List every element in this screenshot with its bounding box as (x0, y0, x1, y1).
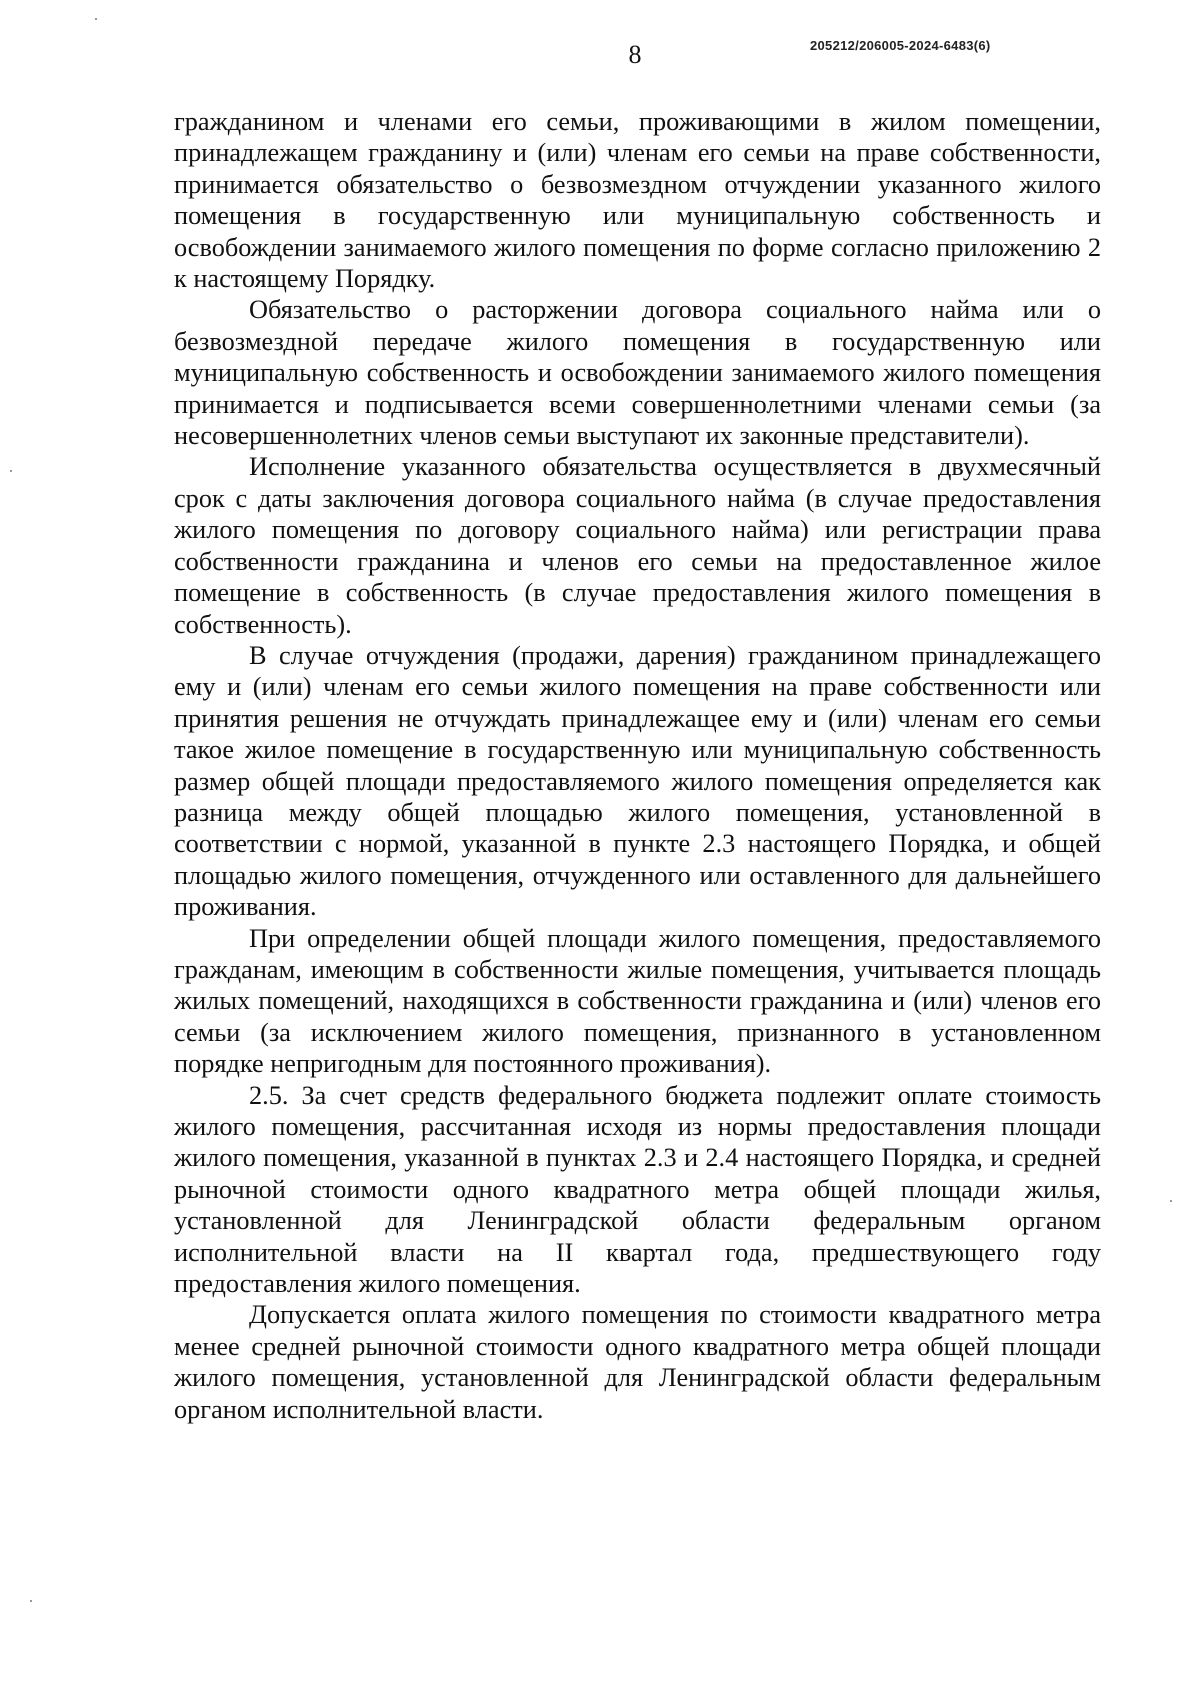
paragraph-section-2-5: 2.5. За счет средств федерального бюджета подлежит оплате стоимость жилого помещения, рассчитанная исходя из нормы предоставления площади жилого помещения, указанной в пунктах 2.3 и 2.4 настоящего Порядка, и средней рыночной стоимости одного квадратного метра общей площади жилья, установленной для Ленинградской области федеральным органом исполнительной власти на II квартал года, предшествующего году предоставления жилого помещения. (174, 1080, 1101, 1299)
paragraph-alienation-case: В случае отчуждения (продажи, дарения) гражданином принадлежащего ему и (или) членам его семьи жилого помещения на праве собственности или принятия решения не отчуждать принадлежащее ему и (или) членам его семьи такое жилое помещение в государственную или муниципальную собственность размер общей площади предоставляемого жилого помещения определяется как разница между общей площадью жилого помещения, установленной в соответствии с нормой, указанной в пункте 2.3 настоящего Порядка, и общей площадью жилого помещения, отчужденного или оставленного для дальнейшего проживания. (174, 640, 1101, 922)
paragraph-area-determination: При определении общей площади жилого помещения, предоставляемого гражданам, имеющим в собственности жилые помещения, учитывается площадь жилых помещений, находящихся в собственности гражданина и (или) членов его семьи (за исключением жилого помещения, признанного в установленном порядке непригодным для постоянного проживания). (174, 923, 1101, 1079)
document-body (174, 106, 1101, 1425)
scan-speck (30, 1600, 32, 1602)
scan-speck (10, 470, 12, 472)
scan-speck (1170, 1200, 1172, 1202)
paragraph-continuation: гражданином и членами его семьи, проживающими в жилом помещении, принадлежащем гражданину и (или) членам его семьи на праве собственности, принимается обязательство о безвозмездном отчуждении указанного жилого помещения в государственную или муниципальную собственность и освобождении занимаемого жилого помещения по форме согласно приложению 2 к настоящему Порядку. (174, 107, 1101, 294)
paragraph-obligation-signing: Обязательство о расторжении договора социального найма или о безвозмездной передаче жилого помещения в государственную или муниципальную собственность и освобождении занимаемого жилого помещения принимается и подписывается всеми совершеннолетними членами семьи (за несовершеннолетних членов семьи выступают их законные представители). (174, 295, 1101, 451)
document-id: 205212/206005-2024-6483(6) (810, 38, 991, 53)
scan-speck (95, 18, 97, 20)
page-number: 8 (628, 40, 642, 69)
paragraph-payment-allowance: Допускается оплата жилого помещения по стоимости квадратного метра менее средней рыночной стоимости одного квадратного метра общей площади жилого помещения, установленной для Ленинградской области федеральным органом исполнительной власти. (174, 1300, 1101, 1424)
paragraph-obligation-execution: Исполнение указанного обязательства осуществляется в двухмесячный срок с даты заключения договора социального найма (в случае предоставления жилого помещения по договору социального найма) или регистрации права собственности гражданина и членов его семьи на предоставленное жилое помещение в собственность (в случае предоставления жилого помещения в собственность). (174, 452, 1101, 639)
